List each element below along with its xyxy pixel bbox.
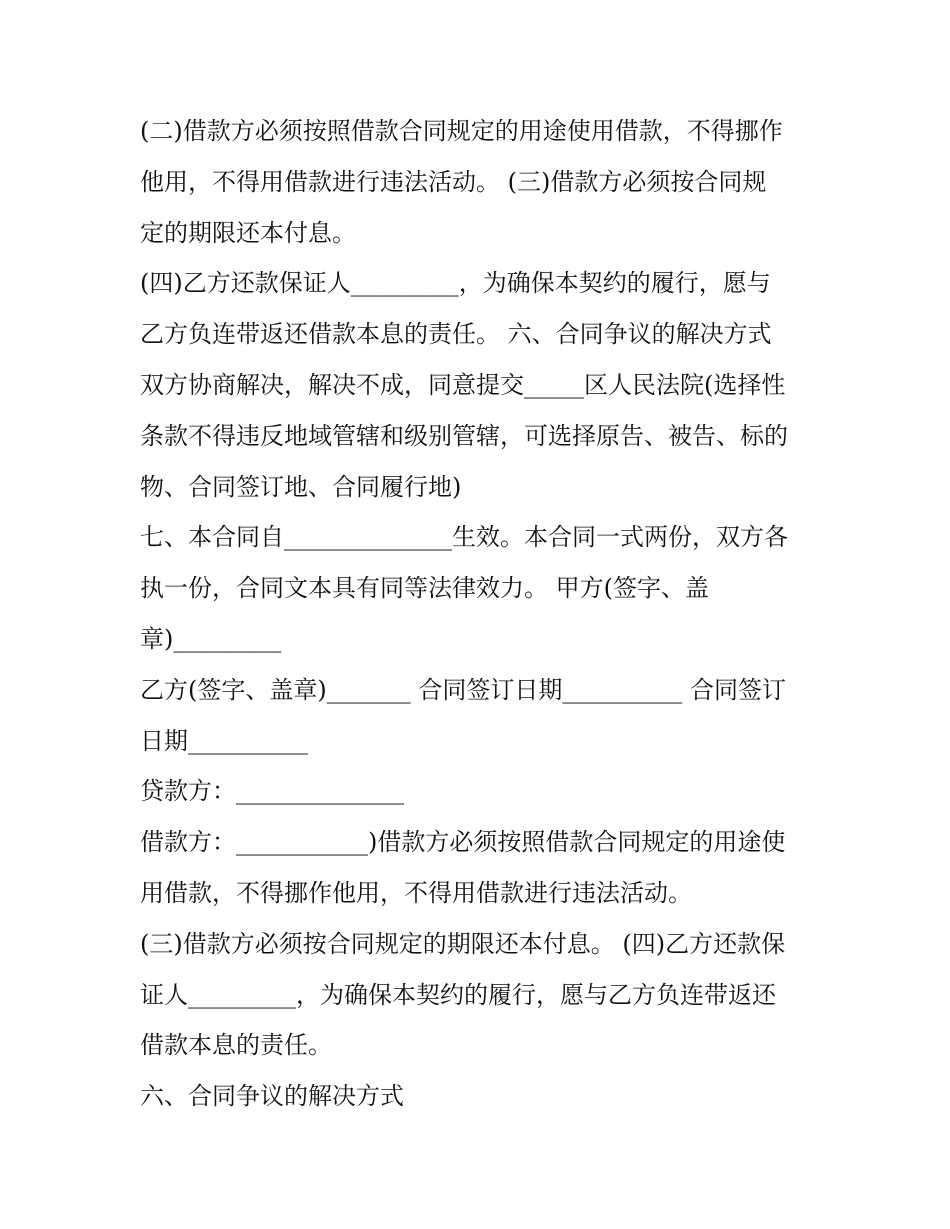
text-line: 日期__________ (140, 726, 308, 755)
text-line: 物、合同签订地、合同履行地) (140, 472, 462, 501)
text-line: 借款方：___________)借款方必须按照借款合同规定的用途使 (140, 828, 786, 857)
text-line: 执一份，合同文本具有同等法律效力。 甲方(签字、盖 (140, 574, 709, 603)
text-line: (三)借款方必须按合同规定的期限还本付息。 (四)乙方还款保 (140, 929, 786, 958)
text-line: 乙方负连带返还借款本息的责任。 六、合同争议的解决方式 (140, 320, 772, 349)
text-line: 贷款方：______________ (140, 777, 404, 806)
text-line: 双方协商解决，解决不成，同意提交_____区人民法院(选择性 (140, 370, 786, 399)
text-line: 六、合同争议的解决方式 (140, 1082, 404, 1111)
text-line: 条款不得违反地域管辖和级别管辖，可选择原告、被告、标的 (140, 421, 788, 450)
text-line: 借款本息的责任。 (140, 1031, 332, 1060)
text-line: (四)乙方还款保证人_________，为确保本契约的履行，愿与 (140, 269, 771, 298)
text-line: (二)借款方必须按照借款合同规定的用途使用借款，不得挪作 (140, 117, 783, 145)
text-line: 定的期限还本付息。 (140, 218, 356, 247)
text-line: 证人_________，为确保本契约的履行，愿与乙方负连带返还 (140, 980, 776, 1009)
text-line: 他用，不得用借款进行违法活动。 (三)借款方必须按合同规 (140, 167, 767, 196)
text-line: 乙方(签字、盖章)_______ 合同签订日期__________ 合同签订 (140, 675, 786, 704)
text-line: 章)_________ (140, 624, 282, 653)
text-line: 七、本合同自______________生效。本合同一式两份，双方各 (140, 523, 788, 552)
document-body (140, 106, 820, 1122)
text-line: 用借款，不得挪作他用，不得用借款进行违法活动。 (140, 878, 692, 907)
